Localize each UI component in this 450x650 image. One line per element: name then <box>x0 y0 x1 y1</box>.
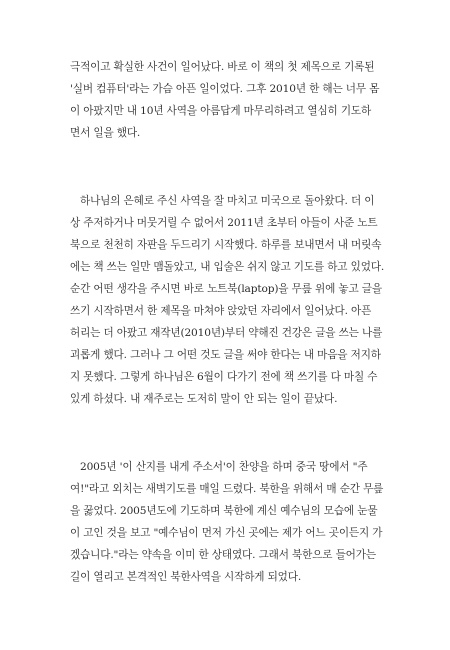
text-line: 길이 열리고 본격적인 북한사역을 시작하게 되었다. <box>70 571 302 583</box>
text-line: 지 못했다. 그렇게 하나님은 6월이 다가기 전에 책 쓰기를 다 마칠 수 <box>70 371 378 383</box>
text-line: 있게 하셨다. 내 재주로는 도저히 말이 안 되는 일이 끝났다. <box>70 393 338 405</box>
text-line: 북으로 천천히 자판을 두드리기 시작했다. 하루를 보내면서 내 머릿속 <box>70 239 382 251</box>
text-line: 하나님의 은혜로 주신 사역을 잘 마치고 미국으로 돌아왔다. 더 이 <box>80 195 375 207</box>
text-line: 이 아팠지만 내 10년 사역을 아름답게 마무리하려고 열심히 기도하 <box>70 105 372 117</box>
paragraph-3 <box>70 456 390 588</box>
text-line: 에는 책 쓰는 일만 맴돌았고, 내 입술은 쉬지 않고 기도를 하고 있었다. <box>70 261 385 273</box>
text-line: 괴롭게 했다. 그러나 그 어떤 것도 글을 써야 한다는 내 마음을 저지하 <box>70 349 381 361</box>
text-line: 2005년 '이 산지를 내게 주소서'이 찬양을 하며 중국 땅에서 "주 <box>80 461 368 473</box>
text-line: 면서 일을 했다. <box>70 127 141 139</box>
text-line: 이 고인 것을 보고 "예수님이 먼저 가신 곳에는 제가 어느 곳이든지 가 <box>70 527 383 539</box>
text-line: 극적이고 확실한 사건이 일어났다. 바로 이 책의 첫 제목으로 기록된 <box>70 61 375 73</box>
text-line: 쓰기 시작하면서 한 제목을 마쳐야 앉았던 자리에서 일어났다. 아픈 <box>70 305 372 317</box>
text-line: 을 꿇었다. 2005년도에 기도하며 북한에 계신 예수님의 모습에 눈물 <box>70 505 378 517</box>
paragraph-2 <box>70 190 390 410</box>
paragraph-1 <box>70 56 390 144</box>
text-line: 겠습니다."라는 약속을 이미 한 상태였다. 그래서 북한으로 들어가는 <box>70 549 376 561</box>
text-line: 여!"라고 외치는 새벽기도를 매일 드렸다. 북한을 위해서 매 순간 무릎 <box>70 483 384 495</box>
text-line: 상 주저하거나 머뭇거릴 수 없어서 2011년 초부터 아들이 사준 노트 <box>70 217 378 229</box>
text-line: 순간 어떤 생각을 주시면 바로 노트북(laptop)을 무릎 위에 놓고 글을 <box>70 283 382 295</box>
text-line: '실버 컴퓨터'라는 가슴 아픈 일이었다. 그후 2010년 한 해는 너무 몸 <box>70 83 380 95</box>
text-line: 허리는 더 아팠고 재작년(2010년)부터 약해진 건강은 글을 쓰는 나를 <box>70 327 383 339</box>
